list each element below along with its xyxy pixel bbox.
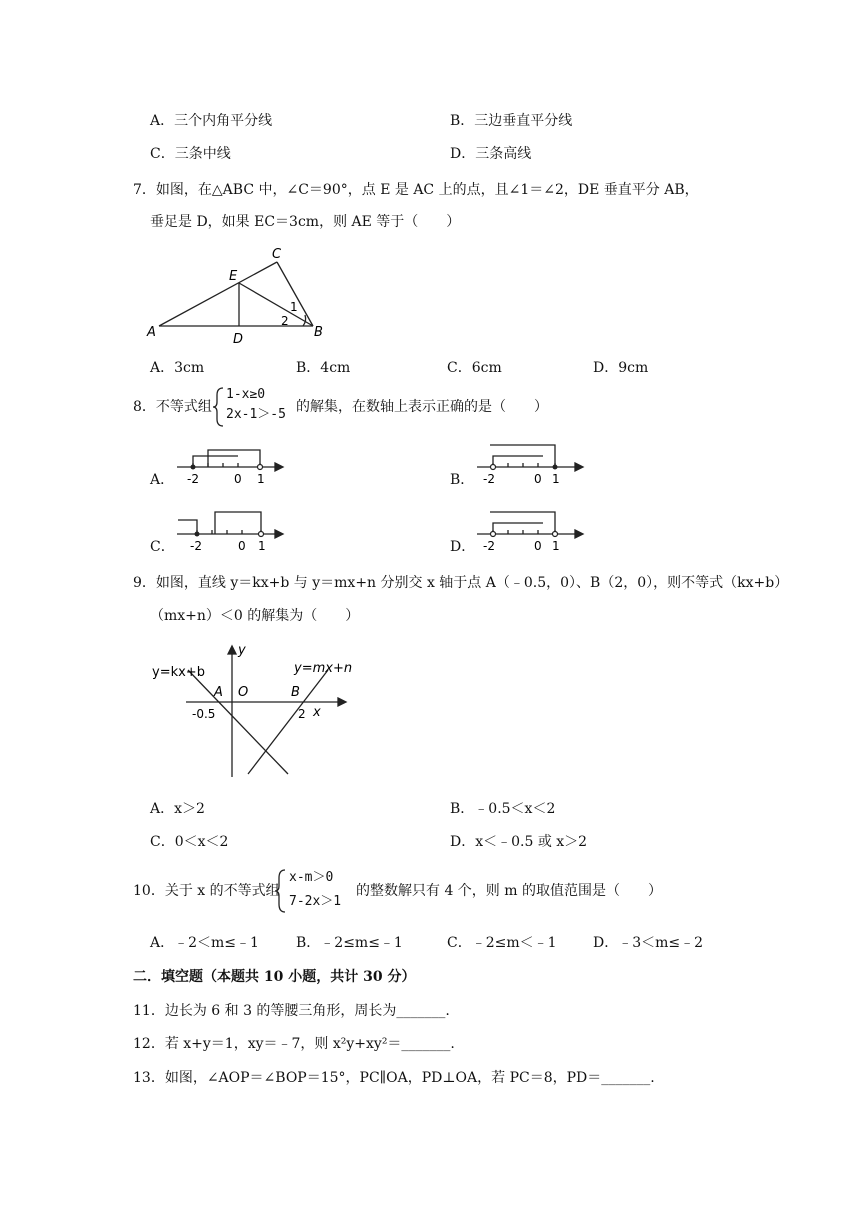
q9-option-d: D．x＜﹣0.5 或 x＞2 <box>450 834 588 850</box>
q8-number-line-c <box>175 510 290 555</box>
label-x: x <box>313 705 321 720</box>
q8-inequality-1: 1-x≥0 <box>226 387 266 402</box>
tick-1: 1 <box>257 472 265 486</box>
q8-number-line-a <box>175 448 290 488</box>
q8-option-b: B． <box>450 472 475 488</box>
label-y: y <box>238 643 246 658</box>
q7-option-c: C．6cm <box>447 360 502 376</box>
q7-triangle-figure <box>145 245 335 345</box>
fig-label-c: C <box>272 247 282 262</box>
q8-option-a: A． <box>150 472 175 488</box>
q8-option-c: C． <box>150 539 175 555</box>
segment-eb <box>239 283 313 326</box>
tick-0: 0 <box>534 539 542 553</box>
tick-0: 0 <box>234 472 242 486</box>
q10-inequality-1: x-m＞0 <box>289 870 334 885</box>
q10-prefix: 10．关于 x 的不等式组 <box>133 883 280 899</box>
q13-stem: 13．如图，∠AOP＝∠BOP＝15°，PC∥OA，PD⊥OA，若 PC＝8，PD＝_______. <box>133 1070 655 1086</box>
tick-1: 1 <box>552 539 560 553</box>
q10-option-b: B．﹣2≤m≤﹣1 <box>296 935 403 951</box>
tick-neg2: -2 <box>483 539 495 553</box>
q9-stem-line2: （mx+n）＜0 的解集为（ ） <box>150 608 360 624</box>
label-o: O <box>238 685 249 700</box>
q7-stem-line1: 7．如图，在△ABC 中，∠C＝90°，点 E 是 AC 上的点，且∠1＝∠2，DE 垂直平分 AB， <box>133 182 699 198</box>
q10-brace <box>275 869 287 913</box>
q8-prefix: 8．不等式组 <box>133 399 212 415</box>
fig-label-a: A <box>147 325 156 340</box>
q7-option-d: D．9cm <box>593 360 649 376</box>
tick-0: 0 <box>534 472 542 486</box>
label-kx-b: y=kx+b <box>152 665 205 680</box>
fig-angle-1: 1 <box>290 300 298 314</box>
q6-option-c: C．三条中线 <box>150 146 231 162</box>
q10-option-d: D．﹣3＜m≤﹣2 <box>593 935 704 951</box>
q8-number-line-d <box>475 510 590 555</box>
q9-coordinate-figure <box>148 642 363 782</box>
tick-neg2: -2 <box>187 472 199 486</box>
q9-option-c: C．0＜x＜2 <box>150 834 229 850</box>
fig-label-e: E <box>229 269 238 284</box>
tick-1: 1 <box>552 472 560 486</box>
segment-ac <box>159 262 277 326</box>
q11-stem: 11．边长为 6 和 3 的等腰三角形，周长为_______. <box>133 1003 450 1019</box>
q8-option-d: D． <box>450 539 476 555</box>
q7-stem-line2: 垂足是 D，如果 EC＝3cm，则 AE 等于（ ） <box>150 214 461 230</box>
label-2: 2 <box>298 707 306 721</box>
fig-label-b: B <box>314 325 323 340</box>
label-neg05: -0.5 <box>192 707 216 721</box>
q9-option-b: B．﹣0.5＜x＜2 <box>450 801 556 817</box>
q10-suffix: 的整数解只有 4 个，则 m 的取值范围是（ ） <box>356 883 662 899</box>
q6-option-b: B．三边垂直平分线 <box>450 113 573 129</box>
q8-suffix: 的解集，在数轴上表示正确的是（ ） <box>296 399 548 415</box>
label-mx-n: y=mx+n <box>294 661 353 676</box>
label-a: A <box>214 685 223 700</box>
y-axis-arrow <box>228 646 236 654</box>
x-axis-arrow <box>338 698 346 706</box>
q6-option-a: A．三个内角平分线 <box>150 113 273 129</box>
q10-option-c: C．﹣2≤m＜﹣1 <box>447 935 557 951</box>
tick-neg2: -2 <box>190 539 202 553</box>
q8-brace <box>213 387 225 427</box>
q8-number-line-b <box>475 443 590 488</box>
q8-inequality-2: 2x-1＞-5 <box>226 407 286 422</box>
tick-0: 0 <box>238 539 246 553</box>
q12-stem: 12．若 x+y＝1，xy＝﹣7，则 x²y+xy²＝_______. <box>133 1036 455 1052</box>
fig-angle-2: 2 <box>281 314 289 328</box>
q7-option-b: B．4cm <box>296 360 351 376</box>
tick-1: 1 <box>258 539 266 553</box>
line-mx-n <box>248 670 328 774</box>
q9-option-a: A．x＞2 <box>150 801 205 817</box>
tick-neg2: -2 <box>483 472 495 486</box>
q10-inequality-2: 7-2x＞1 <box>289 894 342 909</box>
fig-label-d: D <box>233 332 244 347</box>
q6-option-d: D．三条高线 <box>450 146 532 162</box>
q9-stem-line1: 9．如图，直线 y＝kx+b 与 y＝mx+n 分别交 x 轴于点 A（﹣0.5，0）、B（2，0），则不等式（kx+b） <box>133 575 789 591</box>
q7-option-a: A．3cm <box>150 360 205 376</box>
section-heading-fill-in: 二．填空题（本题共 10 小题，共计 30 分） <box>133 969 416 985</box>
label-b: B <box>291 685 300 700</box>
q10-option-a: A．﹣2＜m≤﹣1 <box>150 935 259 951</box>
